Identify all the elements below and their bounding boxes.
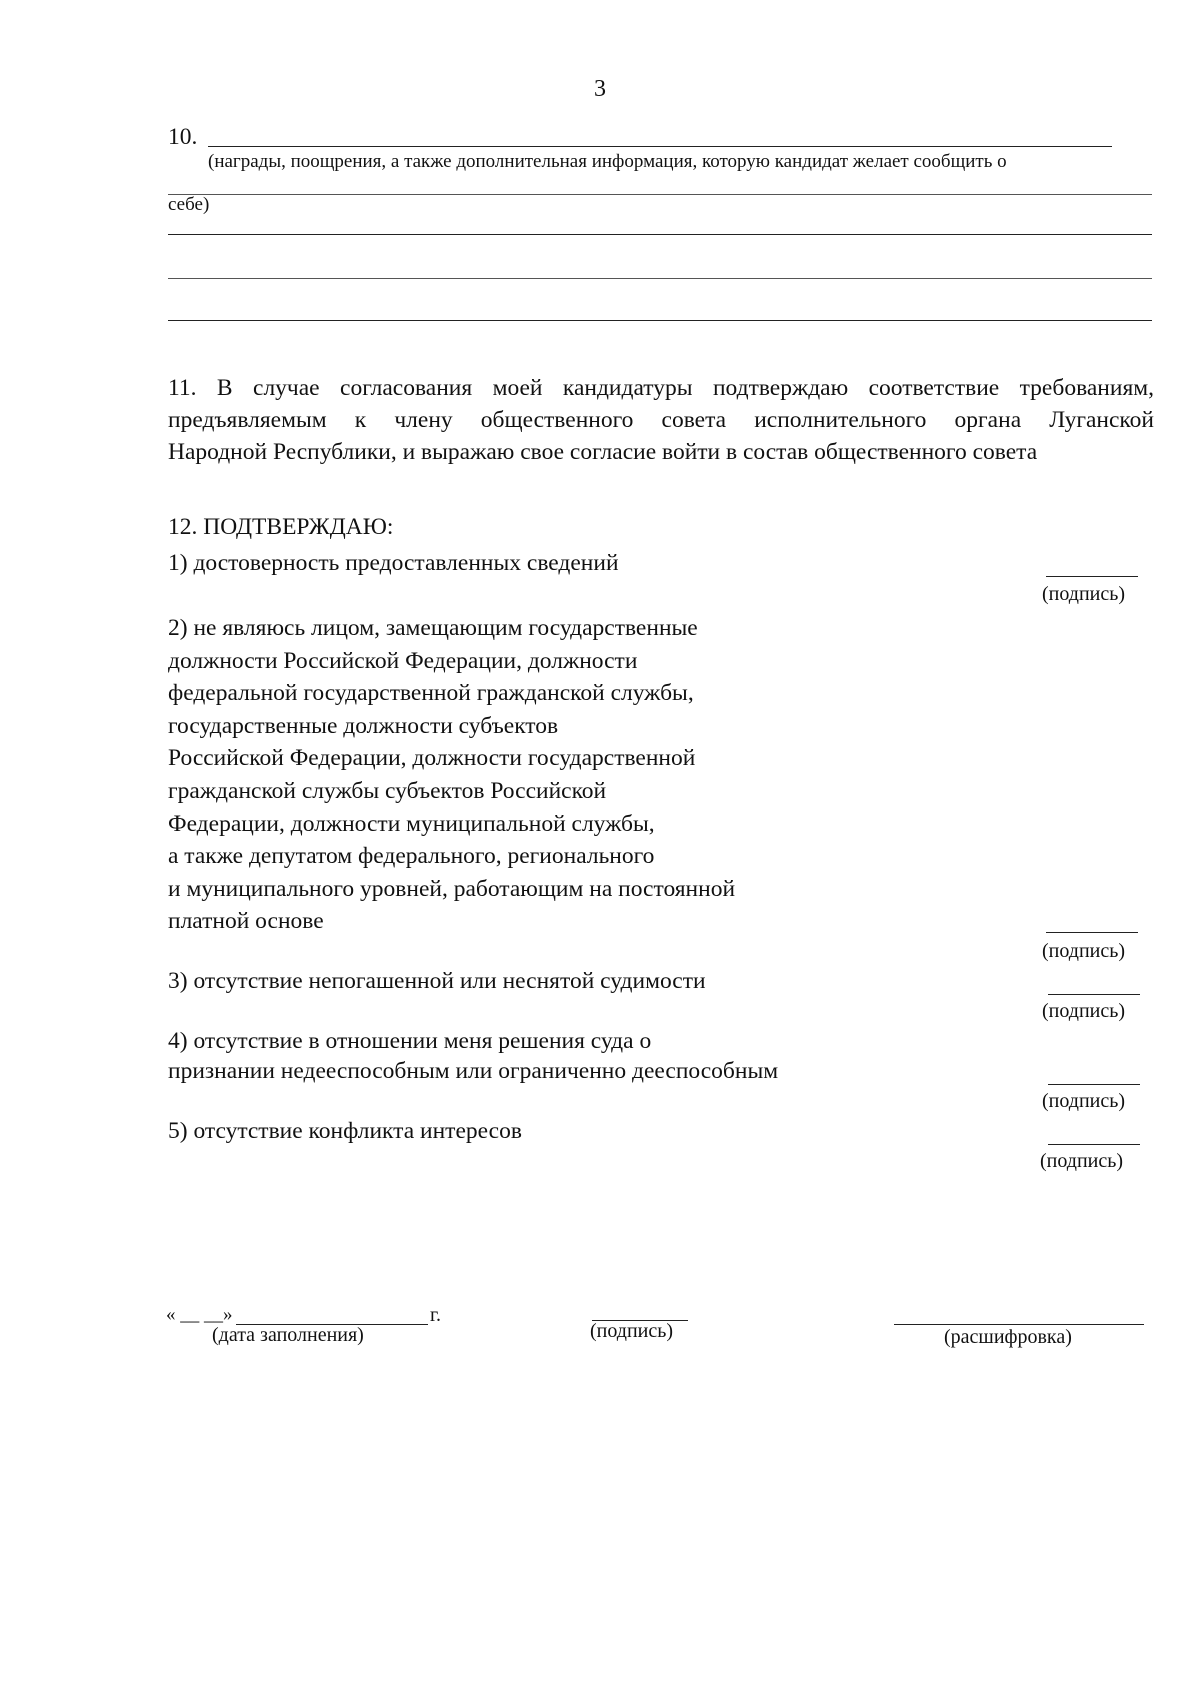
item10-line-3[interactable] <box>168 234 1152 235</box>
sub3-signature-caption: (подпись) <box>1042 1000 1126 1022</box>
sub2-line-7: Федерации, должности муниципальной службы, <box>168 810 655 837</box>
item10-fill-line[interactable] <box>208 146 1112 147</box>
sub2-line-6: гражданской службы субъектов Российской <box>168 777 607 804</box>
sub2-signature-caption: (подпись) <box>1042 940 1126 962</box>
item12-sub4-line2: признании недееспособным или ограниченно дееспособным <box>168 1058 779 1084</box>
date-caption: (дата заполнения) <box>212 1324 364 1346</box>
sub2-line-8: а также депутатом федерального, регионального <box>168 843 655 870</box>
item12-sub2 <box>168 612 735 938</box>
sub4-signature-caption: (подпись) <box>1042 1090 1126 1112</box>
item11-line-3: Народной Республики, и выражаю свое согласие войти в состав общественного совета <box>168 439 1038 465</box>
item12-sub1: 1) достоверность предоставленных сведений <box>168 550 619 576</box>
sub2-line-5: Российской Федерации, должности государственной <box>168 745 696 772</box>
sub2-line-10: платной основе <box>168 908 324 935</box>
decoding-caption: (расшифровка) <box>944 1326 1072 1348</box>
sub2-line-9: и муниципального уровней, работающим на постоянной <box>168 875 736 902</box>
sub3-signature-line[interactable] <box>1048 994 1140 995</box>
sub2-line-3: федеральной государственной гражданской службы, <box>168 680 694 707</box>
item10-number: 10. <box>168 124 198 150</box>
item11-line-2: предъявляемым к члену общественного совета исполнительного органа Луганской <box>168 407 1154 433</box>
sub2-line-2: должности Российской Федерации, должности <box>168 647 638 674</box>
item10-caption: (награды, поощрения, а также дополнительная информация, которую кандидат желает сообщить о <box>208 151 1007 172</box>
item12-heading: 12. ПОДТВЕРЖДАЮ: <box>168 514 394 540</box>
decoding-line[interactable] <box>894 1324 1144 1325</box>
page-number: 3 <box>594 76 606 102</box>
sub2-line-1: 2) не являюсь лицом, замещающим государственные <box>168 615 698 641</box>
item10-line-4[interactable] <box>168 278 1152 279</box>
sub4-signature-line[interactable] <box>1048 1084 1140 1085</box>
date-prefix: « __ __» <box>166 1304 233 1325</box>
item10-line-5[interactable] <box>168 320 1152 321</box>
footer-signature-caption: (подпись) <box>590 1320 674 1342</box>
sub1-signature-line[interactable] <box>1046 576 1138 577</box>
sub5-signature-caption: (подпись) <box>1040 1150 1124 1172</box>
sub1-signature-caption: (подпись) <box>1042 583 1126 605</box>
item11-line-1: 11. В случае согласования моей кандидатуры подтверждаю соответствие требованиям, <box>168 375 1154 401</box>
item10-line-2[interactable] <box>168 194 1152 195</box>
sub5-signature-line[interactable] <box>1048 1144 1140 1145</box>
sub2-line-4: государственные должности субъектов <box>168 712 559 739</box>
item12-sub3: 3) отсутствие непогашенной или неснятой судимости <box>168 968 706 994</box>
item11-paragraph <box>168 372 1154 468</box>
date-suffix: г. <box>430 1304 441 1326</box>
item12-sub4-line1: 4) отсутствие в отношении меня решения суда о <box>168 1028 652 1054</box>
item10-caption-continued: себе) <box>168 194 210 215</box>
sub2-signature-line[interactable] <box>1046 932 1138 933</box>
item12-sub5: 5) отсутствие конфликта интересов <box>168 1118 522 1144</box>
